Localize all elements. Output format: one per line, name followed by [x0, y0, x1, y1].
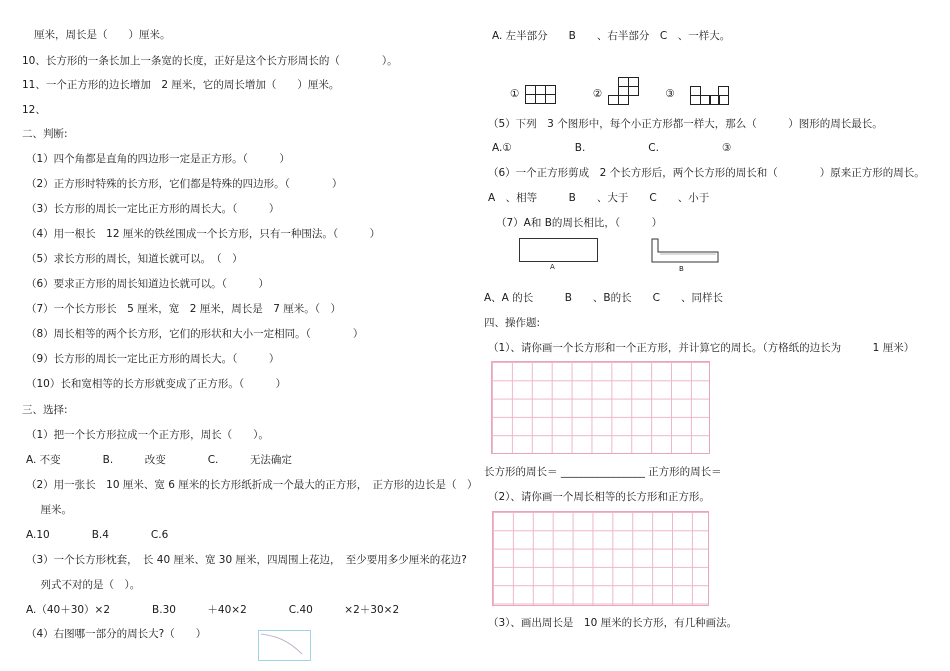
operation-q2: （2）、请你画一个周长相等的长方形和正方形。 [488, 491, 710, 503]
section-operation-heading: 四、操作题: [484, 317, 541, 329]
section-judge-heading: 二、判断: [22, 128, 68, 140]
judge-item-6: （6）要求正方形的周长知道边长就可以。（ ） [26, 278, 269, 290]
choice-q3-options: A.（40＋30）×2 B.30 ＋40×2 C.40 ×2＋30×2 [26, 604, 400, 616]
shape-b [648, 236, 722, 266]
choice-q2-tail: 厘米。 [30, 504, 72, 516]
figure-labels: ① ② ③ [510, 88, 675, 100]
judge-item-3: （3）长方形的周长一定比正方形的周长大。（ ） [26, 203, 280, 215]
choice-q5: （5）下列 3 个图形中，每个小正方形都一样大，那么（ ）图形的周长最长。 [488, 118, 883, 130]
choice-q2: （2）用一张长 10 厘米、宽 6 厘米的长方形纸折成一个最大的正方形， 正方形的边长是（ ） [26, 479, 478, 491]
q11: 11、一个正方形的边长增加 2 厘米，它的周长增加（ ）厘米。 [22, 79, 340, 91]
choice-q5-options: A.① B. C. ③ [492, 142, 732, 154]
choice-q3: （3）一个长方形枕套， 长 40 厘米、宽 30 厘米，四周围上花边， 至少要用多少厘米的花边? [26, 554, 467, 566]
operation-q3: （3）、画出周长是 10 厘米的长方形，有几种画法。 [488, 617, 738, 629]
judge-item-9: （9）长方形的周长一定比正方形的周长大。（ ） [26, 353, 280, 365]
judge-item-5: （5）求长方形的周长，知道长就可以。 （ ） [26, 253, 243, 265]
judge-item-1: （1）四个角都是直角的四边形一定是正方形。（ ） [26, 153, 290, 165]
choice-q7: （7）A和 B的周长相比，（ ） [496, 217, 663, 229]
judge-item-2: （2）正方形时特殊的长方形，它们都是特殊的四边形。（ ） [26, 178, 343, 190]
judge-item-7: （7）一个长方形长 5 厘米，宽 2 厘米，周长是 7 厘米。（ ） [26, 303, 341, 315]
judge-item-4: （4）用一根长 12 厘米的铁丝围成一个长方形，只有一种围法。（ ） [26, 228, 381, 240]
judge-item-10: （10）长和宽相等的长方形就变成了正方形。（ ） [26, 378, 287, 390]
perimeter-answer-line: 长方形的周长＝ ________________ 正方形的周长＝ [484, 466, 722, 478]
choice-q2-options: A.10 B.4 C.6 [26, 529, 169, 541]
choice-q3-tail: 列式不对的是（ ）。 [30, 579, 141, 591]
choice-q6: （6）一个正方形剪成 2 个长方形后，两个长方形的周长和（ ）原来正方形的周长。 [488, 167, 925, 179]
judge-item-8: （8）周长相等的两个长方形，它们的形状和大小一定相同。（ ） [26, 328, 364, 340]
grid-paper-1[interactable] [491, 361, 710, 454]
split-shape-figure [258, 630, 312, 662]
q10: 10、长方形的一条长加上一条宽的长度，正好是这个长方形周长的（ ）。 [22, 55, 398, 67]
choice-q4-options: A. 左半部分 B 、右半部分 C 、一样大。 [492, 30, 731, 42]
choice-q7-options: A、A 的长 B 、B的长 C 、同样长 [484, 292, 723, 304]
grid-paper-2[interactable] [492, 511, 709, 606]
shape-a [519, 238, 598, 262]
shape-b-label: B [679, 265, 684, 273]
choice-q1-options: A. 不变 B. 改变 C. 无法确定 [26, 454, 292, 466]
choice-q6-options: A 、相等 B 、大于 C 、小于 [488, 192, 710, 204]
operation-q1: （1）、请你画一个长方形和一个正方形，并计算它的周长。（方格纸的边长为 1 厘米） [488, 342, 915, 354]
section-choice-heading: 三、选择: [22, 404, 68, 416]
q12: 12、 [22, 104, 46, 116]
choice-q1: （1）把一个长方形拉成一个正方形，周长（ ）。 [26, 429, 269, 441]
q9-tail: 厘米，周长是（ ）厘米。 [34, 29, 171, 41]
choice-q4: （4）右图哪一部分的周长大?（ ） [26, 628, 207, 640]
shape-a-label: A [550, 263, 555, 271]
